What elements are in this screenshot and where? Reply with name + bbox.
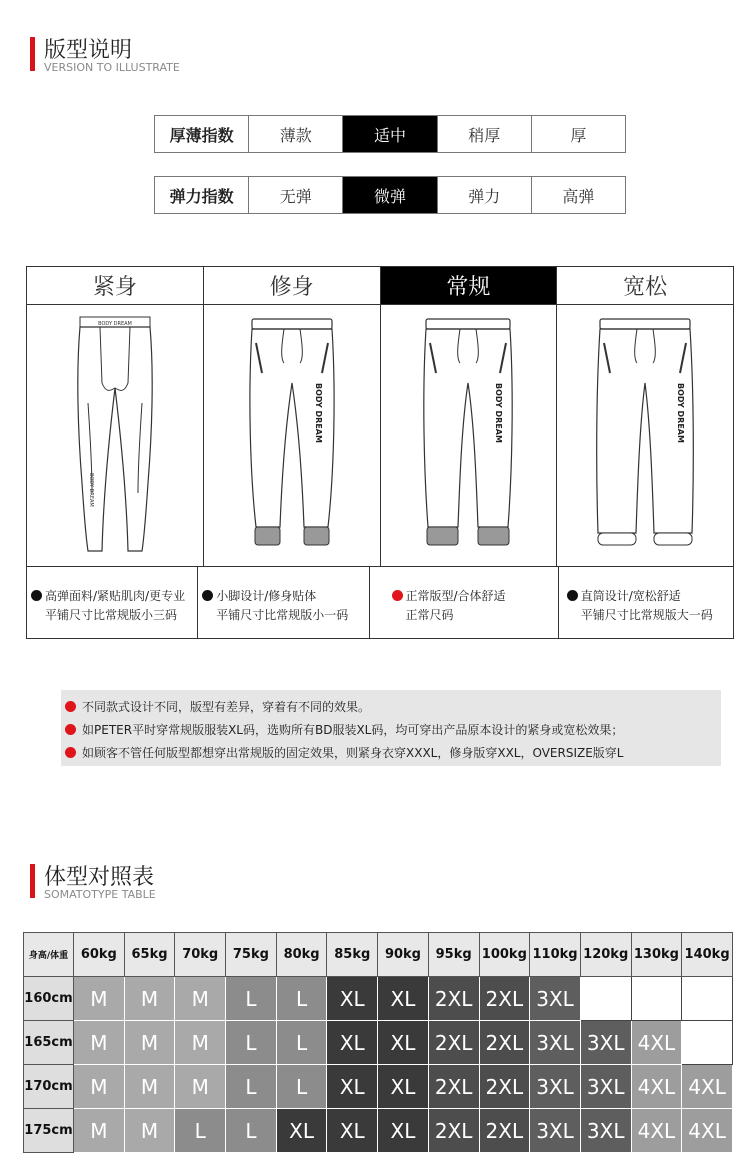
weight-header: 60kg: [74, 933, 125, 977]
size-cell: XL: [378, 977, 429, 1021]
bullet-dot-red: [65, 724, 76, 735]
fit-heading-loose: 宽松: [556, 267, 733, 304]
size-cell: 2XL: [428, 977, 479, 1021]
size-cell: 2XL: [428, 1021, 479, 1065]
thickness-option-selected: 适中: [342, 116, 436, 152]
fit-heading-slim: 修身: [203, 267, 380, 304]
bullet-dot: [31, 590, 42, 601]
weight-header: 70kg: [175, 933, 226, 977]
fit-heading-regular: 常规: [380, 267, 557, 304]
size-cell: 2XL: [479, 1065, 530, 1109]
leg-brand-text: BODY DREAM: [87, 473, 94, 507]
weight-header: 130kg: [631, 933, 682, 977]
accent-bar: [30, 864, 35, 898]
section-subtitle: VERSION TO ILLUSTRATE: [44, 61, 180, 74]
fit-comparison-table: [26, 266, 734, 639]
size-cell: 3XL: [530, 977, 581, 1021]
size-cell: L: [276, 1065, 327, 1109]
size-cell: M: [175, 1065, 226, 1109]
weight-header: 85kg: [327, 933, 378, 977]
note-item: 如顾客不管任何版型都想穿出常规版的固定效果，则紧身衣穿XXXL，修身版穿XXL，OVERSIZE版穿L: [65, 742, 721, 765]
size-cell: 3XL: [580, 1021, 631, 1065]
leg-brand-text: BODY DREAM: [494, 383, 504, 443]
size-cell: XL: [327, 1021, 378, 1065]
size-cell: L: [175, 1109, 226, 1153]
size-cell: 4XL: [682, 1109, 733, 1153]
loose-pants-illustration: [556, 305, 733, 566]
size-cell: XL: [378, 1109, 429, 1153]
table-row: [24, 1021, 733, 1065]
elasticity-option: 高弹: [531, 177, 625, 213]
regular-pants-illustration: [380, 305, 557, 566]
size-cell: 3XL: [580, 1109, 631, 1153]
tight-pants-illustration: [27, 305, 203, 566]
note-item: 如PETER平时穿常规版服装XL码，选购所有BD服装XL码，均可穿出产品原本设计的紧身或宽松效果；: [65, 719, 721, 742]
size-cell: M: [175, 1021, 226, 1065]
weight-header: 80kg: [276, 933, 327, 977]
size-cell: L: [226, 977, 277, 1021]
section-subtitle: SOMATOTYPE TABLE: [44, 888, 156, 901]
thickness-option: 薄款: [248, 116, 342, 152]
size-cell: 3XL: [580, 1065, 631, 1109]
size-cell: 2XL: [479, 977, 530, 1021]
elasticity-option-selected: 微弹: [342, 177, 436, 213]
size-cell: 2XL: [428, 1065, 479, 1109]
waistband-brand-text: BODY DREAM: [98, 321, 132, 327]
leg-brand-text: BODY DREAM: [313, 383, 323, 443]
fit-description-tight: 高弹面料/紧贴肌肉/更专业 平铺尺寸比常规版小三码: [27, 567, 197, 638]
accent-bar: [30, 37, 35, 71]
note-item: 不同款式设计不同，版型有差异，穿着有不同的效果。: [65, 696, 721, 719]
table-corner-label: 身高/体重: [24, 933, 74, 977]
table-row: [24, 977, 733, 1021]
size-cell: L: [276, 1021, 327, 1065]
size-cell: M: [74, 1109, 125, 1153]
size-cell: M: [124, 1109, 175, 1153]
size-cell: XL: [327, 977, 378, 1021]
size-cell: M: [124, 977, 175, 1021]
height-row-header: 160cm: [24, 977, 74, 1021]
size-cell: 4XL: [631, 1065, 682, 1109]
thickness-option: 厚: [531, 116, 625, 152]
elasticity-scale: [154, 176, 626, 214]
slim-pants-illustration: [203, 305, 380, 566]
section-title: 体型对照表: [44, 865, 155, 890]
section-title: 版型说明: [44, 38, 133, 63]
weight-header: 110kg: [530, 933, 581, 977]
size-cell: L: [276, 977, 327, 1021]
size-cell: 3XL: [530, 1021, 581, 1065]
elasticity-label: 弹力指数: [169, 186, 234, 206]
bullet-dot: [202, 590, 213, 601]
elasticity-option: 无弹: [248, 177, 342, 213]
height-row-header: 165cm: [24, 1021, 74, 1065]
height-row-header: 175cm: [24, 1109, 74, 1153]
size-cell: XL: [378, 1065, 429, 1109]
size-cell-empty: [631, 977, 682, 1021]
fit-description-slim: 小脚设计/修身贴体 平铺尺寸比常规版小一码: [197, 567, 368, 638]
weight-header: 120kg: [580, 933, 631, 977]
size-cell: L: [226, 1021, 277, 1065]
size-cell: L: [226, 1065, 277, 1109]
elasticity-option: 弹力: [437, 177, 531, 213]
size-cell: M: [124, 1065, 175, 1109]
size-cell-empty: [682, 977, 733, 1021]
size-cell: 3XL: [530, 1065, 581, 1109]
bullet-dot-red: [65, 747, 76, 758]
size-cell: XL: [327, 1109, 378, 1153]
size-cell: M: [175, 977, 226, 1021]
weight-header: 75kg: [226, 933, 277, 977]
sizing-notes: [61, 690, 721, 766]
leg-brand-text: BODY DREAM: [676, 383, 686, 443]
table-row: [24, 1109, 733, 1153]
weight-header: 100kg: [479, 933, 530, 977]
fit-description-regular: 正常版型/合体舒适 正常尺码: [369, 567, 558, 638]
size-cell: M: [74, 1021, 125, 1065]
fit-description-loose: 直筒设计/宽松舒适 平铺尺寸比常规版大一码: [558, 567, 733, 638]
bullet-dot: [567, 590, 578, 601]
size-cell: M: [124, 1021, 175, 1065]
thickness-scale: [154, 115, 626, 153]
size-cell: XL: [276, 1109, 327, 1153]
size-cell: 4XL: [631, 1109, 682, 1153]
table-row: [24, 1065, 733, 1109]
size-cell: M: [74, 1065, 125, 1109]
size-cell: XL: [327, 1065, 378, 1109]
size-cell-empty: [580, 977, 631, 1021]
fit-heading-slim-tight: 紧身: [92, 275, 137, 300]
size-cell: 3XL: [530, 1109, 581, 1153]
thickness-option: 稍厚: [437, 116, 531, 152]
size-cell: M: [74, 977, 125, 1021]
thickness-label: 厚薄指数: [169, 125, 234, 145]
size-cell: L: [226, 1109, 277, 1153]
size-cell: 4XL: [682, 1065, 733, 1109]
weight-header: 90kg: [378, 933, 429, 977]
weight-header: 95kg: [428, 933, 479, 977]
size-cell: 2XL: [479, 1109, 530, 1153]
weight-header-row: [24, 933, 733, 977]
weight-header: 65kg: [124, 933, 175, 977]
size-cell: 4XL: [631, 1021, 682, 1065]
height-row-header: 170cm: [24, 1065, 74, 1109]
size-cell: XL: [378, 1021, 429, 1065]
size-cell-empty: [682, 1021, 733, 1065]
weight-header: 140kg: [682, 933, 733, 977]
size-cell: 2XL: [428, 1109, 479, 1153]
somatotype-size-table: [23, 932, 733, 1153]
bullet-dot-red: [392, 590, 403, 601]
size-cell: 2XL: [479, 1021, 530, 1065]
bullet-dot-red: [65, 701, 76, 712]
